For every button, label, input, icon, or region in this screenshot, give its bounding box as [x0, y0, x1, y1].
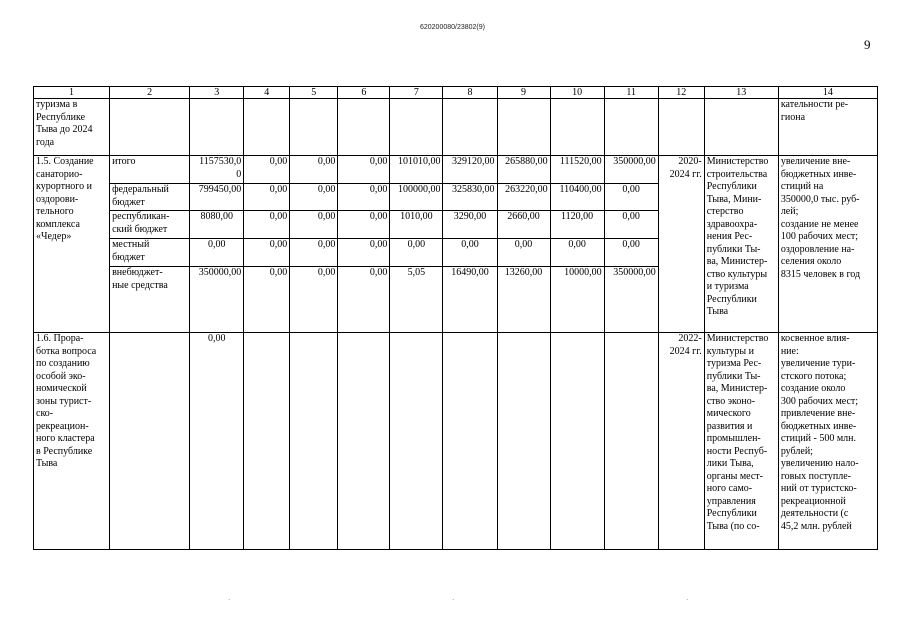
column-number: 8: [443, 87, 497, 99]
table-cell: 0,00: [244, 184, 290, 211]
table-cell: 263220,00: [497, 184, 550, 211]
table-cell: 0,00: [190, 239, 244, 267]
document-number: 620200080/23802(9): [419, 24, 485, 31]
table-cell: 0,00: [290, 239, 338, 267]
scan-dot: ·: [228, 596, 231, 604]
column-number: 14: [778, 87, 877, 99]
column-number: 10: [550, 87, 604, 99]
table-cell: 0,00: [604, 184, 658, 211]
table-cell: 0,00: [244, 156, 290, 184]
column-number-row: [34, 87, 878, 99]
table-cell: 1157530,0 0: [190, 156, 244, 184]
table-cell: 10000,00: [550, 267, 604, 333]
table-cell: 0,00: [290, 211, 338, 239]
table-cell: 1120,00: [550, 211, 604, 239]
column-number: 2: [110, 87, 190, 99]
table-cell: 0,00: [338, 239, 390, 267]
table-cell: 0,00: [338, 211, 390, 239]
table-cell: 325830,00: [443, 184, 497, 211]
continuation-row: [34, 99, 878, 156]
funding-source: внебюджет- ные средства: [110, 267, 190, 333]
table-cell: 329120,00: [443, 156, 497, 184]
table-cell: 0,00: [290, 156, 338, 184]
column-number: 6: [338, 87, 390, 99]
table-cell: 0,00: [244, 239, 290, 267]
table-row: [34, 333, 878, 550]
table-cell: 0,00: [497, 239, 550, 267]
funding-source: республикан- ский бюджет: [110, 211, 190, 239]
column-number: 4: [244, 87, 290, 99]
implementation-period: 2020- 2024 гг.: [658, 156, 704, 333]
funding-source: федеральный бюджет: [110, 184, 190, 211]
table-cell: 265880,00: [497, 156, 550, 184]
table-cell: 0,00: [338, 184, 390, 211]
table-cell: 1010,00: [390, 211, 443, 239]
table-cell: 0,00: [244, 211, 290, 239]
table-cell: 0,00: [604, 211, 658, 239]
column-number: 11: [604, 87, 658, 99]
column-number: 1: [34, 87, 110, 99]
implementation-period: 2022- 2024 гг.: [658, 333, 704, 550]
table-cell: 0,00: [290, 267, 338, 333]
table-cell: 8080,00: [190, 211, 244, 239]
table-cell: 350000,00: [604, 267, 658, 333]
scan-dot: ·: [686, 596, 689, 604]
column-number: 13: [704, 87, 778, 99]
expected-result: увеличение вне- бюджетных инве- стиций на 350000,0 тыс. руб- лей; создание не менее 100 рабочих мест; оздоровление на- селения около 8315 человек в год: [778, 156, 877, 333]
measure-title: 1.5. Создание санаторио- курортного и оздорови- тельного комплекса «Чедер»: [34, 156, 110, 333]
table-cell: 0,00: [338, 267, 390, 333]
column-number: 12: [658, 87, 704, 99]
expected-result: косвенное влия- ние: увеличение тури- стского потока; создание около 300 рабочих мест; привлечение вне- бюджетных инве- стиций - 500 млн. рублей; увеличению нало- говых поступле- ний от туристско- рекреационной деятельности (с 45,2 млн. рублей: [778, 333, 877, 550]
continued-result: кательности ре- гиона: [778, 99, 877, 156]
table-cell: 0,00: [244, 267, 290, 333]
table-cell: 799450,00: [190, 184, 244, 211]
column-number: 5: [290, 87, 338, 99]
table-cell: 0,00: [443, 239, 497, 267]
responsible-executor: Министерство культуры и туризма Рес- публики Ты- ва, Министер- ство эконо- мического развития и промышлен- ности Респуб- лики Тыва, органы мест- ного само- управления Республики Тыва (по со-: [704, 333, 778, 550]
table-cell: 110400,00: [550, 184, 604, 211]
page-number: 9: [864, 37, 871, 52]
funding-source: местный бюджет: [110, 239, 190, 267]
table-cell: 3290,00: [443, 211, 497, 239]
table-row: [34, 156, 878, 184]
table-cell: 350000,00: [604, 156, 658, 184]
table-cell: 2660,00: [497, 211, 550, 239]
column-number: 9: [497, 87, 550, 99]
column-number: 3: [190, 87, 244, 99]
table-cell: 0,00: [338, 156, 390, 184]
table-cell: 350000,00: [190, 267, 244, 333]
table-cell: 0,00: [290, 184, 338, 211]
table-cell: 0,00: [604, 239, 658, 267]
scan-dot: ·: [452, 596, 455, 604]
column-number: 7: [390, 87, 443, 99]
table-cell: 5,05: [390, 267, 443, 333]
program-table: [33, 86, 878, 550]
table-cell: 100000,00: [390, 184, 443, 211]
table-cell: 0,00: [390, 239, 443, 267]
scan-marks: [0, 596, 905, 602]
continued-title: туризма в Республике Тыва до 2024 года: [34, 99, 110, 156]
table-cell: 0,00: [190, 333, 244, 550]
table-cell: 0,00: [550, 239, 604, 267]
table-cell: 13260,00: [497, 267, 550, 333]
responsible-executor: Министерство строительства Республики Тыва, Мини- стерство здравоохра- нения Рес- публики Ты- ва, Министер- ство культуры и туризма Республики Тыва: [704, 156, 778, 333]
measure-title: 1.6. Прора- ботка вопроса по созданию особой эко- номической зоны турист- ско- рекреацион- ного кластера в Республике Тыва: [34, 333, 110, 550]
table-cell: 101010,00: [390, 156, 443, 184]
table-cell: 111520,00: [550, 156, 604, 184]
funding-source: итого: [110, 156, 190, 184]
table-cell: 16490,00: [443, 267, 497, 333]
